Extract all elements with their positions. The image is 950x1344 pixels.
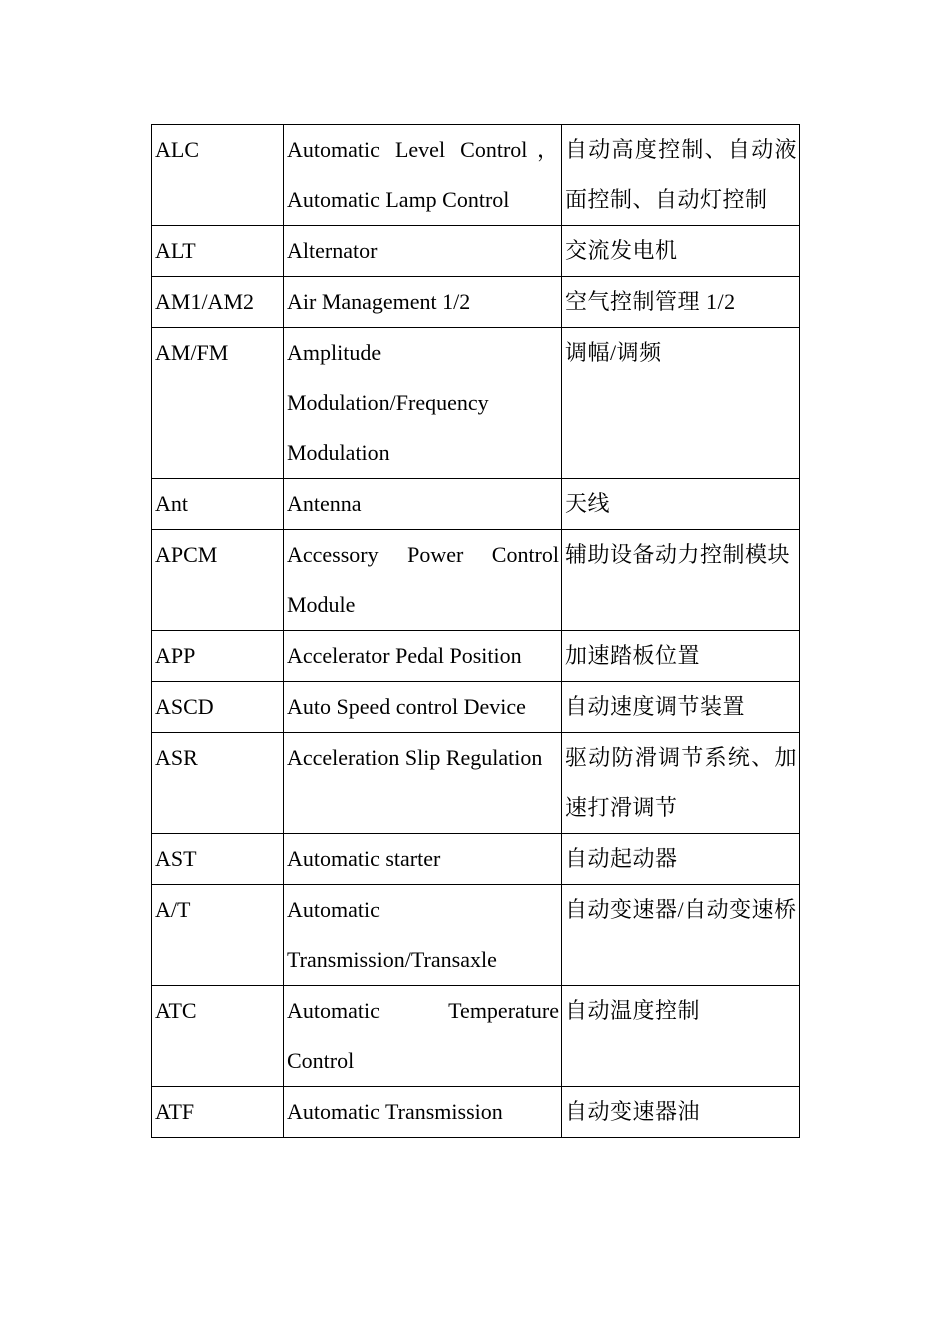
abbreviation-cell: AM1/AM2 bbox=[152, 277, 284, 328]
table-row bbox=[152, 986, 800, 1087]
table-row bbox=[152, 1087, 800, 1138]
abbreviation-cell: A/T bbox=[152, 885, 284, 986]
table-row bbox=[152, 733, 800, 834]
english-term-cell: Acceleration Slip Regulation bbox=[284, 733, 562, 834]
chinese-term-cell: 自动变速器/自动变速桥 bbox=[562, 885, 800, 986]
english-term-cell: Automatic Level Control， Automatic Lamp Control bbox=[284, 125, 562, 226]
abbreviation-cell: ATF bbox=[152, 1087, 284, 1138]
abbreviation-cell: APCM bbox=[152, 530, 284, 631]
chinese-term-cell: 自动起动器 bbox=[562, 834, 800, 885]
table-row bbox=[152, 682, 800, 733]
table-row bbox=[152, 530, 800, 631]
abbreviation-cell: AM/FM bbox=[152, 328, 284, 479]
abbreviation-cell: ALC bbox=[152, 125, 284, 226]
chinese-term-cell: 驱动防滑调节系统、加速打滑调节 bbox=[562, 733, 800, 834]
abbreviation-cell: ALT bbox=[152, 226, 284, 277]
table-row bbox=[152, 885, 800, 986]
table-row bbox=[152, 834, 800, 885]
chinese-term-cell: 自动温度控制 bbox=[562, 986, 800, 1087]
chinese-term-cell: 加速踏板位置 bbox=[562, 631, 800, 682]
chinese-term-cell: 自动高度控制、自动液面控制、自动灯控制 bbox=[562, 125, 800, 226]
english-term-cell: Amplitude Modulation/Frequency Modulation bbox=[284, 328, 562, 479]
abbreviation-cell: APP bbox=[152, 631, 284, 682]
chinese-term-cell: 交流发电机 bbox=[562, 226, 800, 277]
english-term-cell: Automatic Transmission bbox=[284, 1087, 562, 1138]
english-term-cell: Automatic Transmission/Transaxle bbox=[284, 885, 562, 986]
english-term-cell: Accessory Power Control Module bbox=[284, 530, 562, 631]
table-row bbox=[152, 328, 800, 479]
english-term-cell: Accelerator Pedal Position bbox=[284, 631, 562, 682]
chinese-term-cell: 调幅/调频 bbox=[562, 328, 800, 479]
abbreviation-cell: AST bbox=[152, 834, 284, 885]
glossary-table bbox=[151, 124, 800, 1138]
chinese-term-cell: 辅助设备动力控制模块 bbox=[562, 530, 800, 631]
table-row bbox=[152, 125, 800, 226]
table-row bbox=[152, 479, 800, 530]
chinese-term-cell: 自动速度调节装置 bbox=[562, 682, 800, 733]
abbreviation-cell: ASR bbox=[152, 733, 284, 834]
english-term-cell: Antenna bbox=[284, 479, 562, 530]
table-row bbox=[152, 226, 800, 277]
abbreviation-cell: ASCD bbox=[152, 682, 284, 733]
english-term-cell: Automatic starter bbox=[284, 834, 562, 885]
chinese-term-cell: 空气控制管理 1/2 bbox=[562, 277, 800, 328]
abbreviation-cell: ATC bbox=[152, 986, 284, 1087]
chinese-term-cell: 自动变速器油 bbox=[562, 1087, 800, 1138]
english-term-cell: Auto Speed control Device bbox=[284, 682, 562, 733]
abbreviation-cell: Ant bbox=[152, 479, 284, 530]
table-row bbox=[152, 631, 800, 682]
table-row bbox=[152, 277, 800, 328]
english-term-cell: Automatic Temperature Control bbox=[284, 986, 562, 1087]
chinese-term-cell: 天线 bbox=[562, 479, 800, 530]
english-term-cell: Air Management 1/2 bbox=[284, 277, 562, 328]
english-term-cell: Alternator bbox=[284, 226, 562, 277]
